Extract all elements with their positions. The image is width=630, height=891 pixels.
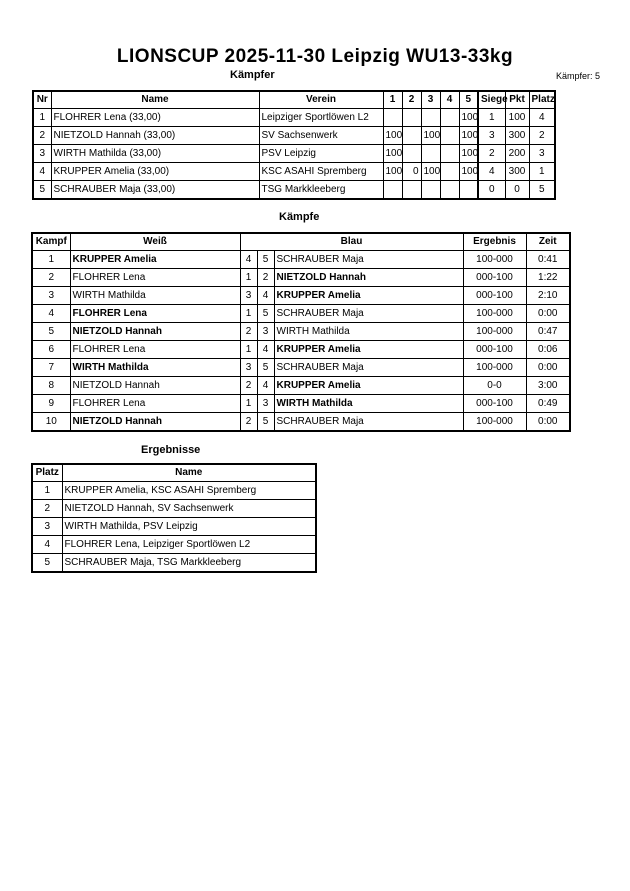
fights-header-cell: Blau	[240, 233, 463, 251]
fighter-s5: 100	[459, 145, 478, 163]
fighter-s3	[421, 109, 440, 127]
fight-number: 5	[32, 323, 70, 341]
fight-white-name: FLOHRER Lena	[70, 395, 240, 413]
fight-white-name: FLOHRER Lena	[70, 305, 240, 323]
fight-white-nr: 1	[240, 395, 257, 413]
fight-number: 7	[32, 359, 70, 377]
fighter-s5	[459, 181, 478, 200]
result-place: 1	[32, 482, 62, 500]
fight-white-name: NIETZOLD Hannah	[70, 323, 240, 341]
fighter-row	[33, 109, 555, 127]
results-heading: Ergebnisse	[141, 444, 201, 456]
fight-white-nr: 1	[240, 341, 257, 359]
fight-blue-nr: 3	[257, 395, 274, 413]
fight-blue-nr: 4	[257, 341, 274, 359]
fighters-header-cell: 5	[459, 91, 478, 109]
result-row	[32, 554, 316, 573]
fighter-nr: 3	[33, 145, 51, 163]
fights-header-cell: Ergebnis	[463, 233, 526, 251]
result-name: NIETZOLD Hannah, SV Sachsenwerk	[62, 500, 316, 518]
fighters-header-cell: Verein	[259, 91, 383, 109]
fight-blue-nr: 5	[257, 359, 274, 377]
fighter-wins: 3	[478, 127, 505, 145]
result-place: 2	[32, 500, 62, 518]
fighter-s1	[383, 109, 402, 127]
fight-blue-name: NIETZOLD Hannah	[274, 269, 463, 287]
fighter-s5: 100	[459, 127, 478, 145]
fight-blue-nr: 5	[257, 305, 274, 323]
fight-row	[32, 251, 570, 269]
fighter-s1: 100	[383, 163, 402, 181]
fight-time: 0:41	[526, 251, 570, 269]
fighter-nr: 4	[33, 163, 51, 181]
fight-time: 2:10	[526, 287, 570, 305]
fighter-wins: 2	[478, 145, 505, 163]
fighter-club: SV Sachsenwerk	[259, 127, 383, 145]
results-header-cell: Name	[62, 464, 316, 482]
fight-white-nr: 2	[240, 323, 257, 341]
fight-result: 000-100	[463, 269, 526, 287]
fighter-s3: 100	[421, 163, 440, 181]
fights-header-cell: Weiß	[70, 233, 240, 251]
fighter-place: 4	[529, 109, 555, 127]
fighter-wins: 4	[478, 163, 505, 181]
result-name: SCHRAUBER Maja, TSG Markkleeberg	[62, 554, 316, 573]
fighter-pts: 200	[505, 145, 529, 163]
fight-row	[32, 287, 570, 305]
result-place: 4	[32, 536, 62, 554]
fighter-s4	[440, 163, 459, 181]
fight-white-name: NIETZOLD Hannah	[70, 413, 240, 432]
results-header-cell: Platz	[32, 464, 62, 482]
fight-row	[32, 395, 570, 413]
fighter-pts: 300	[505, 163, 529, 181]
fighters-table	[32, 90, 556, 200]
fight-white-name: WIRTH Mathilda	[70, 359, 240, 377]
fighter-name: KRUPPER Amelia (33,00)	[51, 163, 259, 181]
fighter-s2	[402, 145, 421, 163]
result-name: FLOHRER Lena, Leipziger Sportlöwen L2	[62, 536, 316, 554]
fight-blue-name: WIRTH Mathilda	[274, 323, 463, 341]
fight-number: 9	[32, 395, 70, 413]
fight-white-name: FLOHRER Lena	[70, 269, 240, 287]
fighter-wins: 1	[478, 109, 505, 127]
fighter-s1: 100	[383, 127, 402, 145]
fighters-header-cell: Platz	[529, 91, 555, 109]
fight-blue-nr: 5	[257, 251, 274, 269]
fighter-nr: 1	[33, 109, 51, 127]
fighters-header-cell: 2	[402, 91, 421, 109]
fighter-club: TSG Markkleeberg	[259, 181, 383, 200]
fighter-pts: 0	[505, 181, 529, 200]
fight-row	[32, 305, 570, 323]
fighter-s4	[440, 127, 459, 145]
fight-result: 100-000	[463, 359, 526, 377]
fighter-place: 2	[529, 127, 555, 145]
fight-time: 0:49	[526, 395, 570, 413]
fight-result: 000-100	[463, 287, 526, 305]
fighter-club: KSC ASAHI Spremberg	[259, 163, 383, 181]
fighters-header-cell: 4	[440, 91, 459, 109]
result-name: KRUPPER Amelia, KSC ASAHI Spremberg	[62, 482, 316, 500]
fight-blue-name: SCHRAUBER Maja	[274, 413, 463, 432]
fight-result: 0-0	[463, 377, 526, 395]
fight-number: 8	[32, 377, 70, 395]
fighter-count: Kämpfer: 5	[555, 71, 600, 81]
fight-white-nr: 3	[240, 287, 257, 305]
fighters-header-cell: 3	[421, 91, 440, 109]
fights-table	[31, 232, 571, 432]
fighter-s2	[402, 127, 421, 145]
fighter-wins: 0	[478, 181, 505, 200]
fight-time: 0:06	[526, 341, 570, 359]
fighter-club: Leipziger Sportlöwen L2	[259, 109, 383, 127]
fight-row	[32, 413, 570, 432]
fighter-row	[33, 181, 555, 200]
fighter-row	[33, 127, 555, 145]
fight-blue-nr: 4	[257, 287, 274, 305]
fighter-row	[33, 163, 555, 181]
fight-time: 1:22	[526, 269, 570, 287]
result-row	[32, 536, 316, 554]
fighters-header-cell: Pkt	[505, 91, 529, 109]
fight-time: 0:00	[526, 305, 570, 323]
fighter-s5: 100	[459, 109, 478, 127]
fight-blue-name: SCHRAUBER Maja	[274, 359, 463, 377]
fight-time: 0:00	[526, 413, 570, 432]
result-row	[32, 518, 316, 536]
fighter-s4	[440, 109, 459, 127]
result-place: 3	[32, 518, 62, 536]
fighter-name: WIRTH Mathilda (33,00)	[51, 145, 259, 163]
fights-heading: Kämpfe	[279, 211, 320, 223]
fight-row	[32, 377, 570, 395]
fighter-nr: 2	[33, 127, 51, 145]
fight-blue-name: KRUPPER Amelia	[274, 377, 463, 395]
fighter-row	[33, 145, 555, 163]
fight-blue-nr: 3	[257, 323, 274, 341]
fight-white-name: NIETZOLD Hannah	[70, 377, 240, 395]
fighter-s4	[440, 145, 459, 163]
fighter-place: 1	[529, 163, 555, 181]
fight-result: 000-100	[463, 341, 526, 359]
fight-white-name: FLOHRER Lena	[70, 341, 240, 359]
fighters-heading: Kämpfer	[230, 69, 275, 81]
fight-blue-name: WIRTH Mathilda	[274, 395, 463, 413]
fighters-header-cell: 1	[383, 91, 402, 109]
fighter-name: SCHRAUBER Maja (33,00)	[51, 181, 259, 200]
fights-header-cell: Kampf	[32, 233, 70, 251]
results-table	[31, 463, 317, 573]
fight-number: 10	[32, 413, 70, 432]
fight-number: 6	[32, 341, 70, 359]
fight-result: 100-000	[463, 323, 526, 341]
fighter-place: 3	[529, 145, 555, 163]
fighters-header-cell: Siege	[478, 91, 505, 109]
fighter-s2	[402, 181, 421, 200]
fighter-s3: 100	[421, 127, 440, 145]
fight-time: 0:47	[526, 323, 570, 341]
fight-number: 3	[32, 287, 70, 305]
fight-white-nr: 3	[240, 359, 257, 377]
fighter-pts: 300	[505, 127, 529, 145]
fight-white-nr: 2	[240, 377, 257, 395]
fight-blue-nr: 4	[257, 377, 274, 395]
fight-blue-nr: 2	[257, 269, 274, 287]
fighter-s5: 100	[459, 163, 478, 181]
fighter-place: 5	[529, 181, 555, 200]
fighter-name: NIETZOLD Hannah (33,00)	[51, 127, 259, 145]
fight-result: 000-100	[463, 395, 526, 413]
fighters-header-cell: Name	[51, 91, 259, 109]
fight-result: 100-000	[463, 305, 526, 323]
result-place: 5	[32, 554, 62, 573]
fight-blue-name: KRUPPER Amelia	[274, 287, 463, 305]
fighter-club: PSV Leipzig	[259, 145, 383, 163]
fighter-pts: 100	[505, 109, 529, 127]
fight-number: 2	[32, 269, 70, 287]
fighter-s3	[421, 145, 440, 163]
fight-blue-name: SCHRAUBER Maja	[274, 251, 463, 269]
fight-row	[32, 341, 570, 359]
fight-result: 100-000	[463, 251, 526, 269]
fighters-header-cell: Nr	[33, 91, 51, 109]
fighter-nr: 5	[33, 181, 51, 200]
fighter-s2: 0	[402, 163, 421, 181]
fight-white-name: WIRTH Mathilda	[70, 287, 240, 305]
fight-blue-nr: 5	[257, 413, 274, 432]
result-name: WIRTH Mathilda, PSV Leipzig	[62, 518, 316, 536]
fight-white-nr: 1	[240, 269, 257, 287]
fight-time: 0:00	[526, 359, 570, 377]
fight-number: 1	[32, 251, 70, 269]
fighter-name: FLOHRER Lena (33,00)	[51, 109, 259, 127]
fighter-s3	[421, 181, 440, 200]
fight-number: 4	[32, 305, 70, 323]
fighter-s1: 100	[383, 145, 402, 163]
fight-blue-name: KRUPPER Amelia	[274, 341, 463, 359]
fight-row	[32, 269, 570, 287]
result-row	[32, 482, 316, 500]
fighter-s4	[440, 181, 459, 200]
fight-row	[32, 323, 570, 341]
result-row	[32, 500, 316, 518]
fight-row	[32, 359, 570, 377]
fighter-s2	[402, 109, 421, 127]
fight-white-nr: 4	[240, 251, 257, 269]
fight-white-nr: 1	[240, 305, 257, 323]
fights-header-cell: Zeit	[526, 233, 570, 251]
fight-white-name: KRUPPER Amelia	[70, 251, 240, 269]
fight-time: 3:00	[526, 377, 570, 395]
page-title: LIONSCUP 2025-11-30 Leipzig WU13-33kg	[116, 46, 514, 67]
fight-blue-name: SCHRAUBER Maja	[274, 305, 463, 323]
fight-result: 100-000	[463, 413, 526, 432]
fighter-s1	[383, 181, 402, 200]
fight-white-nr: 2	[240, 413, 257, 432]
